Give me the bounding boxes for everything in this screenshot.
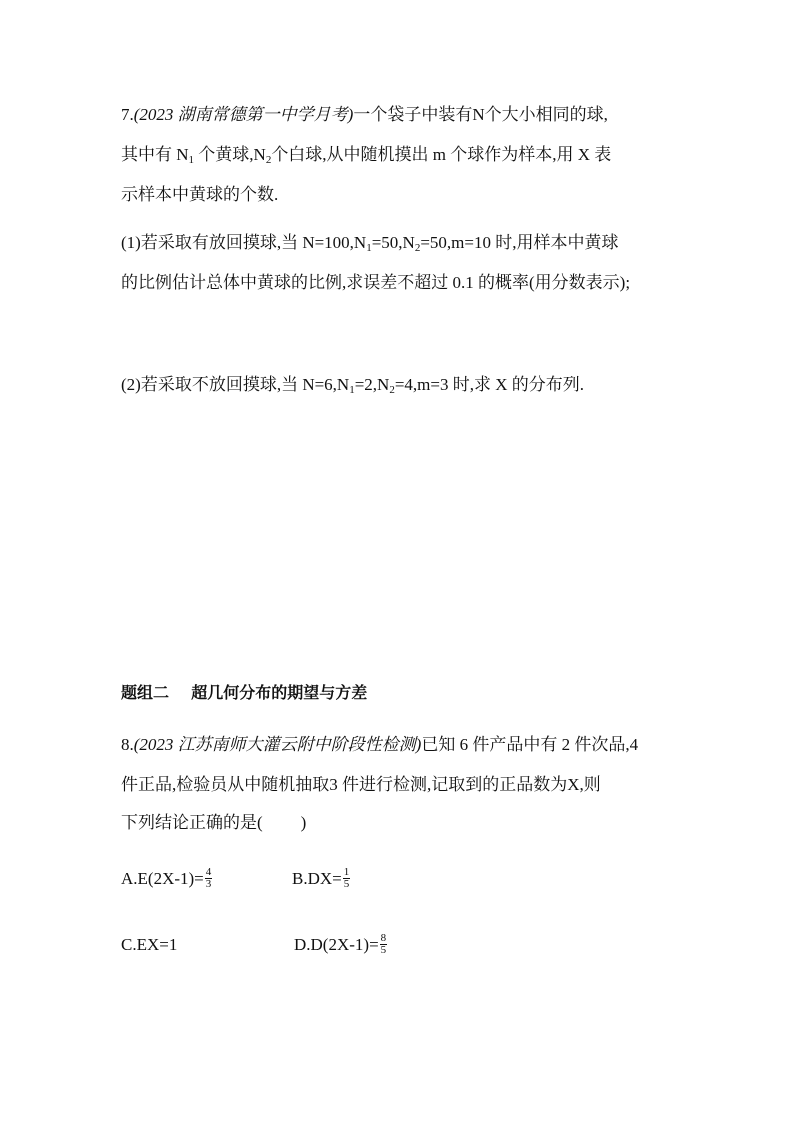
option-c-text: C.EX=1 <box>121 935 178 954</box>
q7-text-2c: 个白球,从中随机摸出 m 个球作为样本,用 X 表 <box>271 145 612 164</box>
q7-part1-line-2 <box>121 272 630 294</box>
option-a-fraction <box>205 867 213 890</box>
q7-line-2 <box>121 144 611 166</box>
section-title: 题组二 超几何分布的期望与方差 <box>121 683 368 702</box>
q7-part1-text-2: 的比例估计总体中黄球的比例,求误差不超过 0.1 的概率(用分数表示); <box>121 273 631 292</box>
option-c <box>121 934 177 956</box>
option-b-denominator: 5 <box>343 877 350 890</box>
q7-line-3 <box>121 184 278 206</box>
option-a <box>121 865 212 892</box>
q8-line-1 <box>121 734 638 756</box>
q8-text-3a: 下列结论正确的是( <box>121 813 263 832</box>
option-d-numerator: 8 <box>380 931 387 944</box>
option-a-numerator: 4 <box>205 865 212 878</box>
q7-part2-sub-2: 2 <box>389 384 395 396</box>
option-b-numerator: 1 <box>343 865 350 878</box>
q7-sub-1: 1 <box>188 154 195 166</box>
q8-number: 8. <box>121 735 134 754</box>
q7-part2-c: =4,m=3 时,求 X 的分布列. <box>394 375 585 394</box>
q7-sub-2: 2 <box>265 154 272 166</box>
q8-source: (2023 江苏南师大灌云附中阶段性检测) <box>133 735 422 754</box>
option-b <box>292 865 350 892</box>
q7-text-2a: 其中有 N <box>121 145 189 164</box>
option-d-denominator: 5 <box>380 943 387 956</box>
option-d <box>294 931 387 958</box>
q7-part2-a: (2)若采取不放回摸球,当 N=6,N <box>121 375 350 394</box>
q7-number: 7. <box>121 105 134 124</box>
option-d-text: D.D(2X-1)= <box>294 935 379 954</box>
q7-part1-sub-2: 2 <box>414 242 421 254</box>
q7-text-1: 一个袋子中装有N个大小相同的球, <box>353 105 608 124</box>
option-d-fraction <box>380 933 388 956</box>
option-b-fraction <box>343 867 351 890</box>
option-b-text: B.DX= <box>292 869 342 888</box>
q7-part1-b: =50,N <box>371 233 415 252</box>
q8-text-1: 已知 6 件产品中有 2 件次品,4 <box>421 735 639 754</box>
q8-text-3b: ) <box>300 813 307 832</box>
option-a-denominator: 3 <box>205 877 212 890</box>
q7-source: (2023 湖南常德第一中学月考) <box>133 105 354 124</box>
q7-line-1 <box>121 104 608 126</box>
q7-part1-c: =50,m=10 时,用样本中黄球 <box>420 233 619 252</box>
q7-text-3: 示样本中黄球的个数. <box>121 185 279 204</box>
q8-line-2 <box>121 774 601 796</box>
q8-text-2: 件正品,检验员从中随机抽取3 件进行检测,记取到的正品数为X,则 <box>121 775 601 794</box>
q7-part2-b: =2,N <box>354 375 390 394</box>
q7-part2-line <box>121 374 584 396</box>
q7-part1-a: (1)若采取有放回摸球,当 N=100,N <box>121 233 367 252</box>
q7-text-2b: 个黄球,N <box>194 145 266 164</box>
option-a-text: A.E(2X-1)= <box>121 869 204 888</box>
q7-part1-line-1 <box>121 232 619 254</box>
q7-part1-sub-1: 1 <box>366 242 372 254</box>
q7-part2-sub-1: 1 <box>349 384 355 396</box>
q8-line-3 <box>121 812 306 834</box>
